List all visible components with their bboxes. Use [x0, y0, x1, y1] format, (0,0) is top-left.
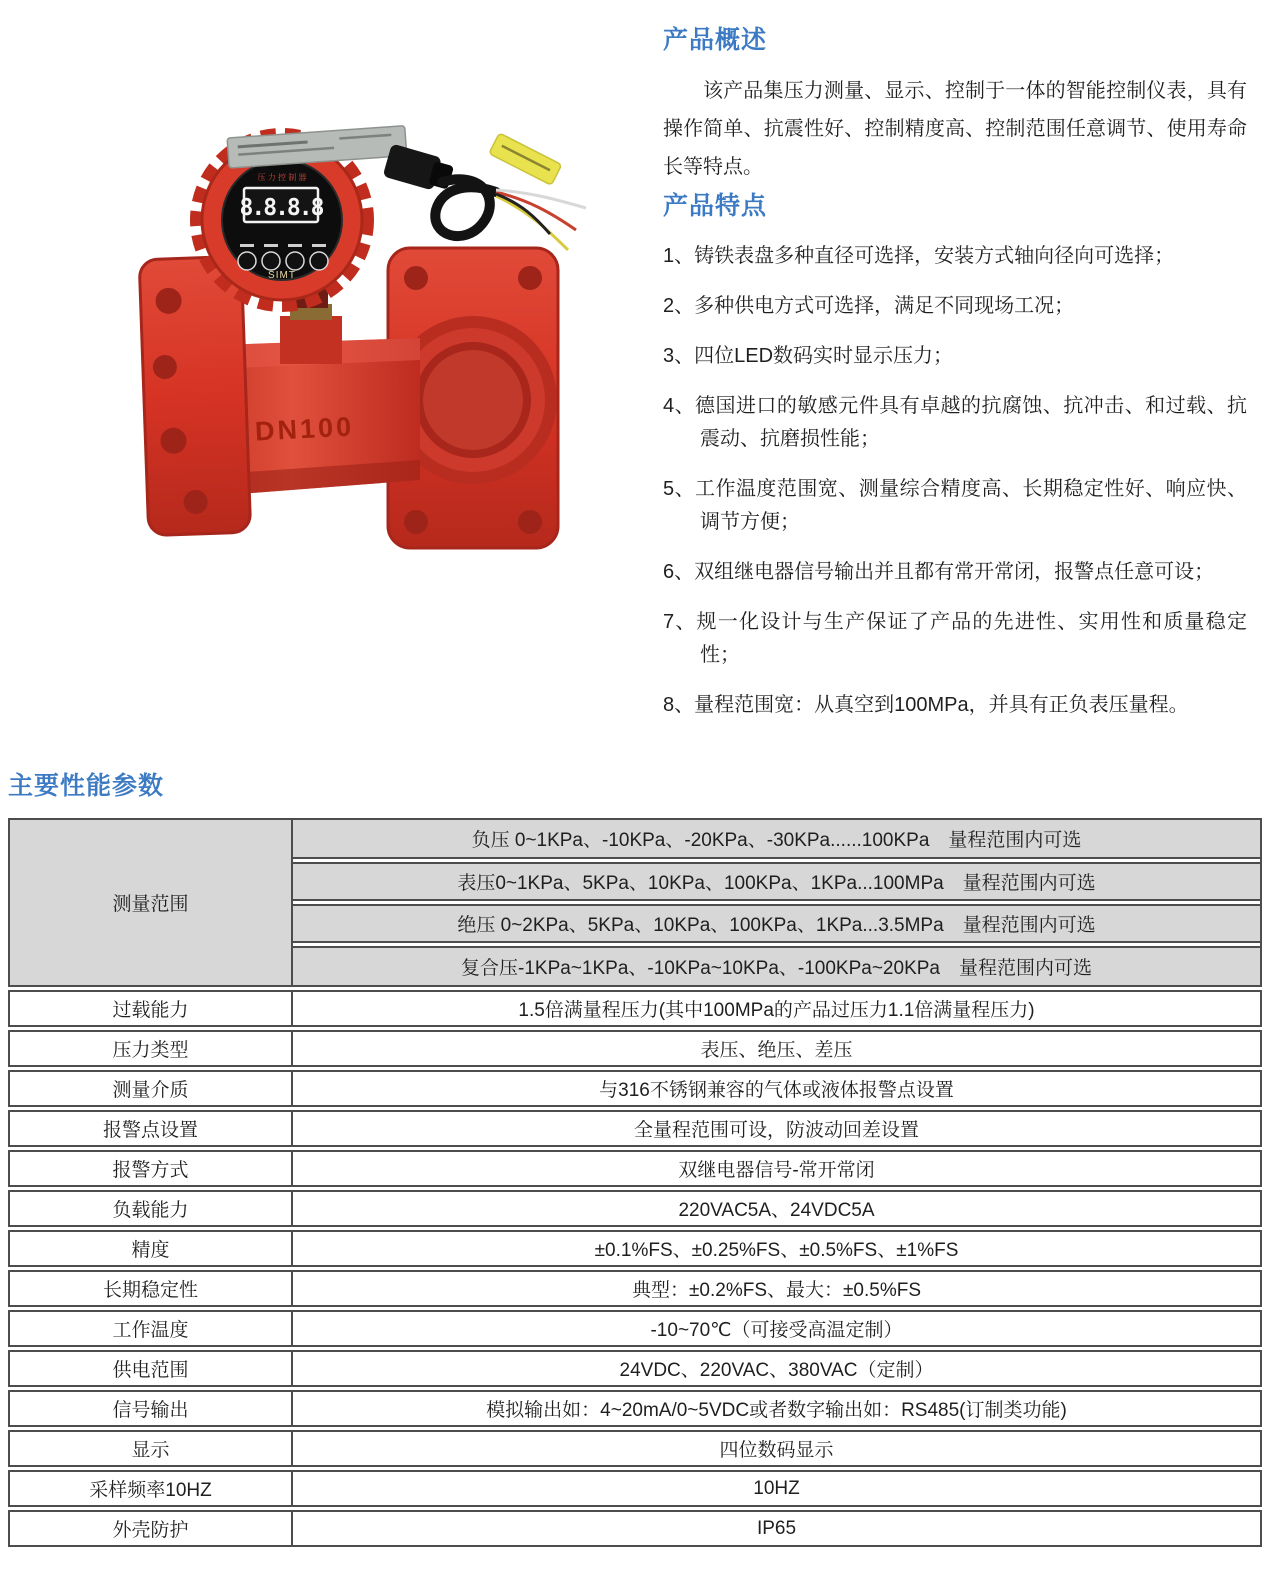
spec-table — [8, 818, 1262, 1547]
table-row — [8, 1190, 1262, 1227]
spec-value: 全量程范围可设，防波动回差设置 — [633, 1120, 919, 1141]
spec-label: 报警方式 — [10, 1152, 293, 1185]
spec-label: 测量范围 — [10, 820, 293, 985]
cable-assembly — [383, 133, 586, 250]
spec-value: 绝压 0~2KPa、5KPa、10KPa、100KPa、1KPa...3.5MPa 量程范围内可选 — [293, 904, 1260, 943]
spec-label: 显示 — [10, 1432, 293, 1465]
table-row — [8, 1470, 1262, 1507]
features-list — [663, 240, 1247, 722]
spec-label: 工作温度 — [10, 1312, 293, 1345]
feature-item: 7、规一化设计与生产保证了产品的先进性、实用性和质量稳定性； — [663, 611, 1247, 666]
table-row — [8, 1510, 1262, 1547]
table-row — [8, 1310, 1262, 1347]
spec-value: 220VAC5A、24VDC5A — [678, 1200, 875, 1221]
range-values — [293, 820, 1260, 985]
spec-value: 24VDC、220VAC、380VAC（定制） — [619, 1360, 934, 1381]
overview-body: 该产品集压力测量、显示、控制于一体的智能控制仪表，具有操作简单、抗震性好、控制精度高、控制范围任意调节、使用寿命长等特点。 — [663, 80, 1247, 178]
table-row-measure-range — [8, 818, 1262, 987]
features-title: 产品特点 — [663, 192, 768, 220]
feature-item: 2、多种供电方式可选择，满足不同现场工况； — [663, 295, 1075, 317]
overview-title: 产品概述 — [663, 26, 768, 54]
gauge-button — [310, 252, 328, 270]
brand-label: SIMT — [268, 270, 296, 281]
spec-value: 负压 0~1KPa、-10KPa、-20KPa、-30KPa......100KPa 量程范围内可选 — [293, 820, 1260, 859]
spec-value: 与316不锈钢兼容的气体或液体报警点设置 — [599, 1080, 954, 1101]
feature-item: 5、工作温度范围宽、测量综合精度高、长期稳定性好、响应快、调节方便； — [663, 478, 1247, 533]
led-display-value: 8.8.8.8 — [239, 195, 323, 221]
spec-label: 长期稳定性 — [10, 1272, 293, 1305]
gauge-button — [238, 252, 256, 270]
table-row — [8, 1390, 1262, 1427]
gauge-button — [262, 252, 280, 270]
spec-value: 复合压-1KPa~1KPa、-10KPa~10KPa、-100KPa~20KPa 量程范围内可选 — [293, 946, 1260, 985]
spec-value: IP65 — [756, 1517, 797, 1539]
faceplate-caption: 压 力 控 制 器 — [257, 173, 307, 182]
table-row — [8, 1230, 1262, 1267]
feature-item: 4、德国进口的敏感元件具有卓越的抗腐蚀、抗冲击、和过载、抗震动、抗磨损性能； — [663, 395, 1247, 450]
table-row — [8, 990, 1262, 1027]
spec-label: 过载能力 — [10, 992, 293, 1025]
table-row — [8, 1070, 1262, 1107]
spec-value: 双继电器信号-常开常闭 — [678, 1160, 875, 1181]
table-row — [8, 1350, 1262, 1387]
spec-label: 压力类型 — [10, 1032, 293, 1065]
spec-value: 10HZ — [753, 1477, 800, 1499]
spec-value: 表压0~1KPa、5KPa、10KPa、100KPa、1KPa...100MPa 量程范围内可选 — [293, 862, 1260, 901]
intro-column — [663, 20, 1247, 739]
table-row — [8, 1110, 1262, 1147]
table-row — [8, 1430, 1262, 1467]
spec-value: 1.5倍满量程压力(其中100MPa的产品过压力1.1倍满量程压力) — [518, 1000, 1035, 1021]
spec-value: 典型：±0.2%FS、最大：±0.5%FS — [631, 1280, 922, 1301]
spec-value: -10~70℃（可接受高温定制） — [650, 1320, 903, 1341]
spec-label: 测量介质 — [10, 1072, 293, 1105]
feature-item: 3、四位LED数码实时显示压力； — [663, 345, 954, 367]
spec-label: 负载能力 — [10, 1192, 293, 1225]
table-row — [8, 1270, 1262, 1307]
table-row — [8, 1150, 1262, 1187]
spec-value: 表压、绝压、差压 — [700, 1040, 853, 1061]
spec-label: 信号输出 — [10, 1392, 293, 1425]
spec-label: 采样频率10HZ — [10, 1472, 293, 1505]
spec-value: 模拟输出如：4~20mA/0~5VDC或者数字输出如：RS485(订制类功能) — [486, 1400, 1067, 1421]
product-photo — [130, 108, 610, 560]
gauge-button — [286, 252, 304, 270]
spec-label: 报警点设置 — [10, 1112, 293, 1145]
table-row — [8, 1030, 1262, 1067]
feature-item: 1、铸铁表盘多种直径可选择，安装方式轴向径向可选择； — [663, 245, 1175, 267]
feature-item: 8、量程范围宽：从真空到100MPa，并具有正负表压量程。 — [663, 694, 1189, 716]
feature-item: 6、双组继电器信号输出并且都有常开常闭，报警点任意可设； — [663, 561, 1215, 583]
spec-label: 供电范围 — [10, 1352, 293, 1385]
spec-value: ±0.1%FS、±0.25%FS、±0.5%FS、±1%FS — [594, 1240, 959, 1261]
spec-title: 主要性能参数 — [8, 772, 165, 800]
pipe-marking: DN100 — [254, 411, 355, 447]
pressure-switch-illustration — [130, 108, 610, 560]
spec-label: 精度 — [10, 1232, 293, 1265]
top-section — [0, 0, 1270, 766]
spec-section — [8, 766, 1262, 1547]
spec-value: 四位数码显示 — [719, 1440, 834, 1461]
spec-label: 外壳防护 — [10, 1512, 293, 1545]
nameplate — [227, 126, 407, 168]
